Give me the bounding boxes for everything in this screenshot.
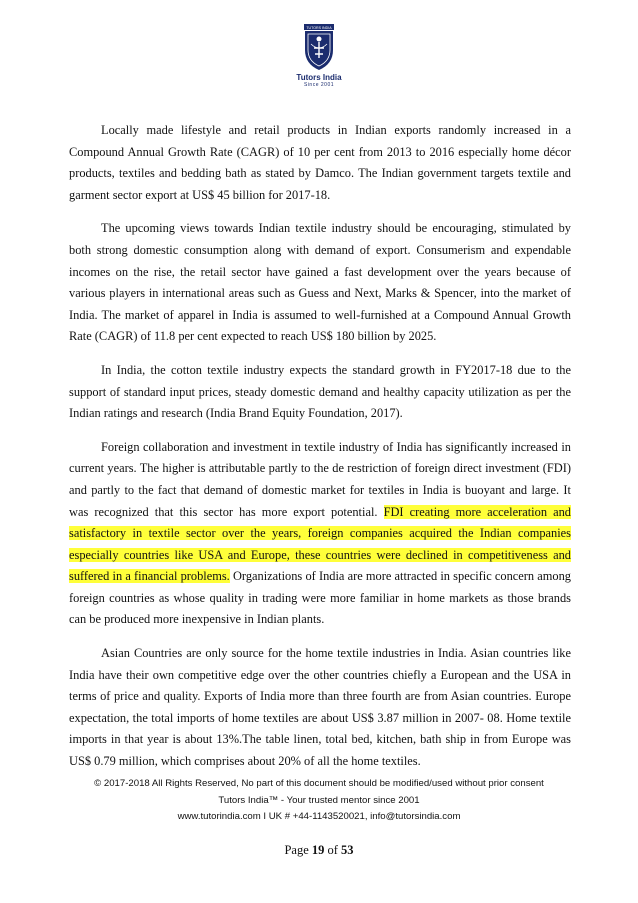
paragraph-1: Locally made lifestyle and retail products in Indian exports randomly increased in a Compound Annual Growth Rate (CAGR) of 10 per cent from 2013 to 2016 especially home décor products, textiles and bedding bath as stated by Damco. The Indian government targets textile and garment sector export at US$ 45 billion for 2017-18. bbox=[69, 123, 571, 202]
page-number-current: 19 bbox=[311, 843, 325, 857]
tutors-india-logo bbox=[288, 22, 350, 92]
logo-banner-text: TUTORS INDIA bbox=[306, 25, 332, 30]
logo-crest-icon bbox=[301, 22, 337, 72]
logo-since: Since 2001 bbox=[303, 82, 335, 88]
page-number bbox=[0, 842, 638, 858]
paragraph-3: In India, the cotton textile industry expects the standard growth in FY2017-18 due to the support of standard input prices, steady domestic demand and healthy capacity utilization as per the Indian ratings and research (India Brand Equity Foundation, 2017). bbox=[69, 362, 571, 421]
footer-tagline: Tutors India™ - Your trusted mentor since 2001 bbox=[218, 794, 420, 806]
paragraph-4-end: Organizations of India are more attracted in specific concern among foreign countries as whose quality in trading were more familiar in home markets as those brands can be produced more inexpensive in Indian plants. bbox=[69, 569, 572, 627]
highlighted-text: FDI creating more acceleration and satisfactory in textile sector over the years, foreign companies acquired the Indian companies especially countries like USA and Europe, these countries were declined in competitiveness and suffered in a financial problems. bbox=[69, 504, 571, 584]
footer-copyright: © 2017-2018 All Rights Reserved, No part of this document should be modified/used without prior consent bbox=[94, 778, 544, 789]
paragraph-4-start: Foreign collaboration and investment in textile industry of India has significantly increased in current years. The higher is attributable partly to the de restriction of foreign direct investment (FDI) and partly to the fact that demand of domestic market for textiles in India is buoyant and large. It was recognized that this sector has more export potential. bbox=[69, 439, 571, 519]
logo-name: Tutors India bbox=[296, 73, 342, 82]
paragraph-4 bbox=[69, 437, 571, 631]
footer bbox=[0, 776, 638, 826]
paragraph-5: Asian Countries are only source for the home textile industries in India. Asian countries like India have their own competitive edge over the other countries chiefly a European and the USA in terms of price and quality. Exports of India more than three fourth are from Asian countries. Europe expectation, the total imports of home textiles are about US$ 3.87 million in 2007- 08. Home textile imports in that year is about 13%.The table linen, total bed, kitchen, bath ship in from Europe was US$ 0.79 million, which comprises about 20% of all the home textiles. bbox=[69, 646, 571, 769]
body-text bbox=[69, 120, 571, 785]
footer-contact: www.tutorindia.com I UK # +44-1143520021, info@tutorsindia.com bbox=[177, 811, 461, 822]
page-number-prefix: Page bbox=[284, 843, 309, 857]
paragraph-2: The upcoming views towards Indian textile industry should be encouraging, stimulated by both strong domestic consumption along with demand of export. Consumerism and expendable incomes on the rise, the retail sector have gained a fast development over the years because of various players in international areas such as Guess and Next, Marks & Spencer, into the market of India. The market of apparel in India is assumed to well-furnished at a Compound Annual Growth Rate (CAGR) of 11.8 per cent expected to reach US$ 180 billion by 2025. bbox=[69, 221, 571, 344]
page-number-total: 53 bbox=[341, 843, 354, 857]
page-number-of: of bbox=[327, 843, 338, 857]
